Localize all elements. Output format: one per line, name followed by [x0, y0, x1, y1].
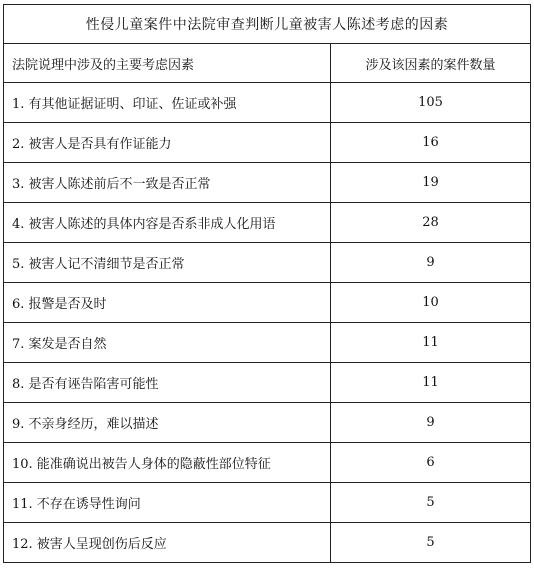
- factor-cell: 6. 报警是否及时: [4, 283, 331, 323]
- table-row: [4, 283, 531, 323]
- factors-table-container: [3, 4, 530, 563]
- count-cell: 19: [331, 163, 531, 203]
- count-cell: 5: [331, 523, 531, 563]
- factor-cell: 8. 是否有诬告陷害可能性: [4, 363, 331, 403]
- table-row: [4, 243, 531, 283]
- factor-cell: 4. 被害人陈述的具体内容是否系非成人化用语: [4, 203, 331, 243]
- count-cell: 9: [331, 403, 531, 443]
- table-row: [4, 443, 531, 483]
- count-cell: 11: [331, 363, 531, 403]
- table-row: [4, 323, 531, 363]
- table-row: [4, 483, 531, 523]
- table-row: [4, 363, 531, 403]
- factor-cell: 3. 被害人陈述前后不一致是否正常: [4, 163, 331, 203]
- factor-cell: 10. 能准确说出被告人身体的隐蔽性部位特征: [4, 443, 331, 483]
- factors-table: [3, 4, 531, 563]
- factor-cell: 7. 案发是否自然: [4, 323, 331, 363]
- table-row: [4, 83, 531, 123]
- table-row: [4, 523, 531, 563]
- count-cell: 28: [331, 203, 531, 243]
- table-title: 性侵儿童案件中法院审查判断儿童被害人陈述考虑的因素: [4, 5, 531, 44]
- count-cell: 9: [331, 243, 531, 283]
- table-row: [4, 203, 531, 243]
- factor-cell: 11. 不存在诱导性询问: [4, 483, 331, 523]
- factor-cell: 9. 不亲身经历，难以描述: [4, 403, 331, 443]
- factor-cell: 1. 有其他证据证明、印证、佐证或补强: [4, 83, 331, 123]
- count-cell: 6: [331, 443, 531, 483]
- table-title-row: [4, 5, 531, 44]
- table-row: [4, 163, 531, 203]
- column-header-count: 涉及该因素的案件数量: [331, 44, 531, 83]
- count-cell: 5: [331, 483, 531, 523]
- factor-cell: 12. 被害人呈现创伤后反应: [4, 523, 331, 563]
- count-cell: 16: [331, 123, 531, 163]
- count-cell: 11: [331, 323, 531, 363]
- table-header-row: [4, 44, 531, 83]
- count-cell: 105: [331, 83, 531, 123]
- count-cell: 10: [331, 283, 531, 323]
- factor-cell: 5. 被害人记不清细节是否正常: [4, 243, 331, 283]
- table-row: [4, 403, 531, 443]
- factor-cell: 2. 被害人是否具有作证能力: [4, 123, 331, 163]
- table-row: [4, 123, 531, 163]
- column-header-factor: 法院说理中涉及的主要考虑因素: [4, 44, 331, 83]
